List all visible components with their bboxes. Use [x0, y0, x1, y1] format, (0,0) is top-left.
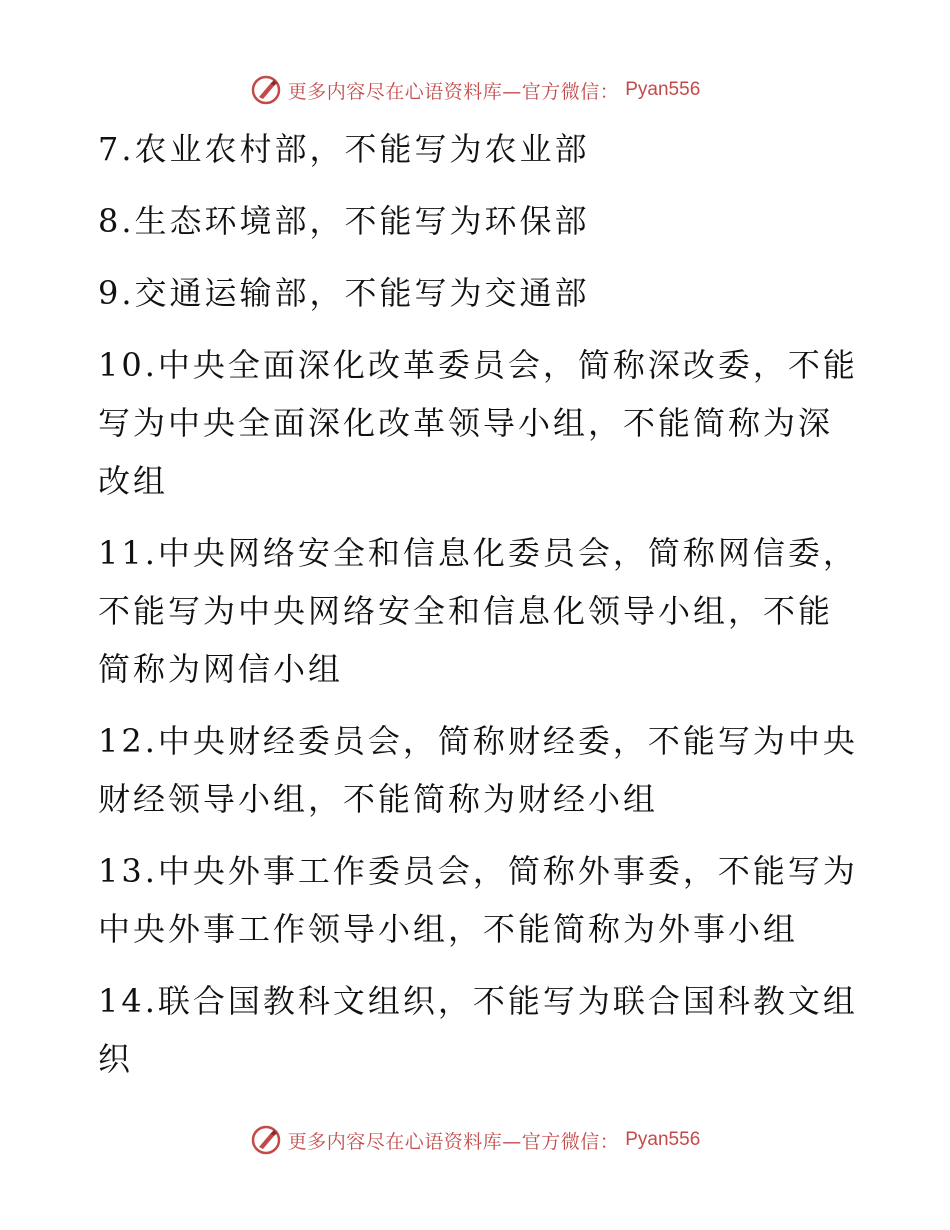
list-item: 10.中央全面深化改革委员会，简称深改委，不能写为中央全面深化改革领导小组，不能简称为深改组 [98, 346, 858, 500]
pen-logo-icon [250, 74, 282, 106]
wechat-id: Pyan556 [625, 79, 701, 100]
footer-banner [0, 1120, 950, 1160]
pen-logo-icon [250, 1124, 282, 1156]
list-item: 11.中央网络安全和信息化委员会，简称网信委，不能写为中央网络安全和信息化领导小组，不能简称为网信小组 [98, 534, 858, 688]
list-item: 9.交通运输部，不能写为交通部 [98, 274, 590, 312]
list-item: 13.中央外事工作委员会，简称外事委，不能写为中央外事工作领导小组，不能简称为外事小组 [98, 852, 858, 948]
banner-text: 更多内容尽在心语资料库—官方微信： [287, 1130, 620, 1153]
list-item: 8.生态环境部，不能写为环保部 [98, 202, 590, 240]
list-item: 12.中央财经委员会，简称财经委，不能写为中央财经领导小组，不能简称为财经小组 [98, 722, 858, 818]
banner-text: 更多内容尽在心语资料库—官方微信： [287, 80, 620, 103]
wechat-id: Pyan556 [625, 1129, 701, 1150]
list-item: 7.农业农村部，不能写为农业部 [98, 130, 590, 168]
document-body [98, 120, 858, 1102]
list-item: 14.联合国教科文组织，不能写为联合国科教文组织 [98, 982, 858, 1078]
header-banner [0, 70, 950, 110]
